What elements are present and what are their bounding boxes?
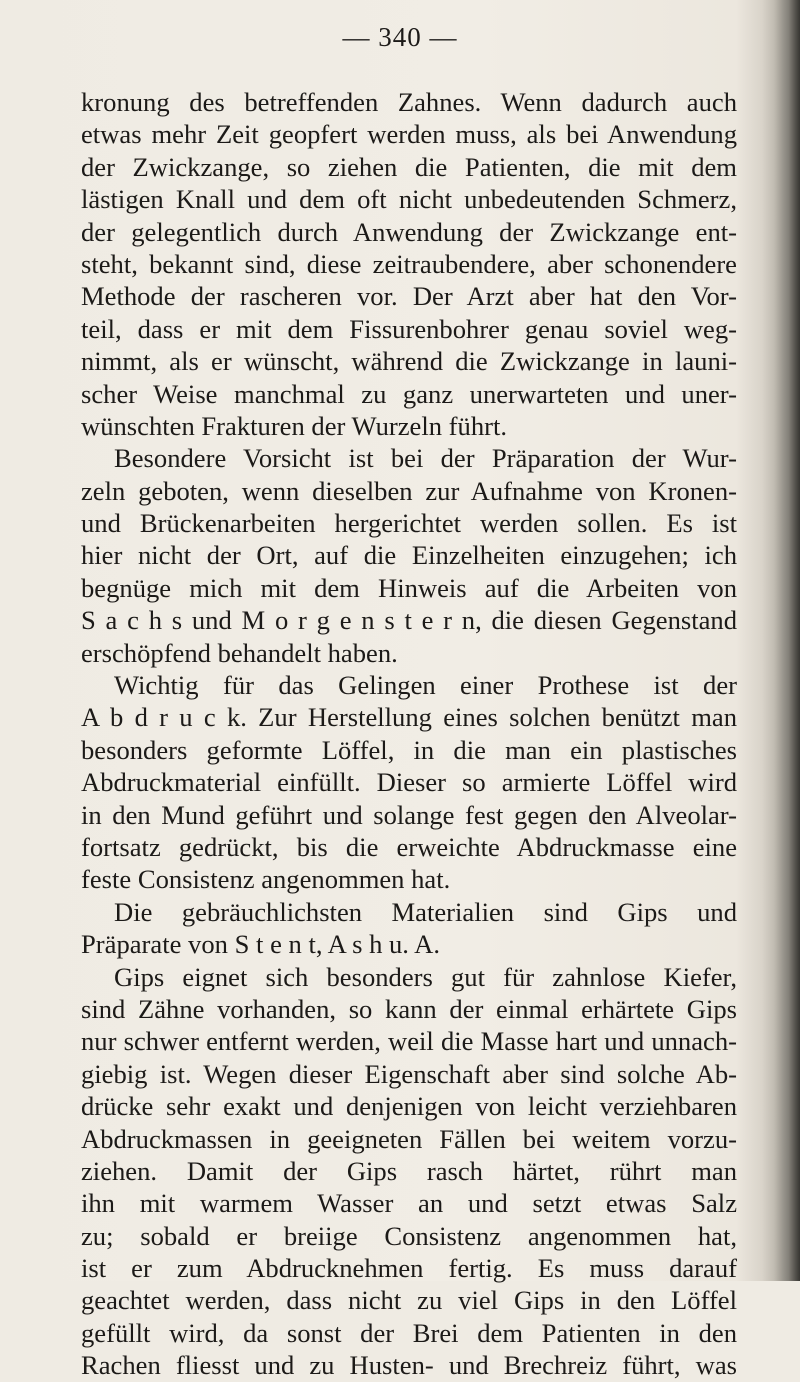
text-line: Rachen fliesst und zu Husten- und Brechreiz führt, was	[81, 1350, 737, 1381]
text-line: giebig ist. Wegen dieser Eigenschaft aber sind solche Ab-	[81, 1058, 737, 1089]
text-line: der Zwickzange, so ziehen die Patienten, die mit dem	[81, 151, 737, 182]
binding-shadow	[762, 0, 800, 1281]
page-number: — 340 —	[342, 22, 458, 52]
text-line: ist er zum Abdrucknehmen fertig. Es muss darauf	[81, 1253, 737, 1284]
text-line: S a c h s und M o r g e n s t e r n, die diesen Gegenstand	[81, 605, 737, 636]
text-line: scher Weise manchmal zu ganz unerwarteten und uner-	[81, 378, 737, 409]
text-line: in den Mund geführt und solange fest gegen den Alveolar-	[81, 799, 737, 830]
text-line: nur schwer entfernt werden, weil die Masse hart und unnach-	[81, 1026, 737, 1057]
text-line: und Brückenarbeiten hergerichtet werden sollen. Es ist	[81, 508, 737, 539]
text-line: erschöpfend behandelt haben.	[81, 637, 398, 668]
text-line: lästigen Knall und dem oft nicht unbedeutenden Schmerz,	[81, 184, 737, 215]
text-line: drücke sehr exakt und denjenigen von leicht verziehbaren	[81, 1091, 737, 1122]
paragraph-2	[81, 442, 737, 669]
text-line: Gips eignet sich besonders gut für zahnlose Kiefer,	[114, 961, 737, 992]
text-line: sind Zähne vorhanden, so kann der einmal erhärtete Gips	[81, 993, 737, 1024]
text-line: Wichtig für das Gelingen einer Prothese ist der	[114, 670, 737, 701]
text-line: zeln geboten, wenn dieselben zur Aufnahme von Kronen-	[81, 475, 737, 506]
text-line: gefüllt wird, da sonst der Brei dem Patienten in den	[81, 1317, 737, 1348]
text-line: Besondere Vorsicht ist bei der Präparation der Wur-	[114, 443, 737, 474]
text-line: steht, bekannt sind, diese zeitraubendere, aber schonendere	[81, 248, 737, 279]
text-line: teil, dass er mit dem Fissurenbohrer genau soviel weg-	[81, 313, 737, 344]
text-line: Die gebräuchlichsten Materialien sind Gips und	[114, 896, 737, 927]
paragraph-3	[81, 669, 737, 896]
text-line: A b d r u c k. Zur Herstellung eines solchen benützt man	[81, 702, 737, 733]
text-line: Methode der rascheren vor. Der Arzt aber hat den Vor-	[81, 281, 737, 312]
paragraph-4	[81, 896, 737, 961]
text-line: Präparate von S t e n t, A s h u. A.	[81, 929, 440, 960]
text-line: fortsatz gedrückt, bis die erweichte Abdruckmasse eine	[81, 831, 737, 862]
text-line: kronung des betreffenden Zahnes. Wenn dadurch auch	[81, 87, 737, 117]
text-line: etwas mehr Zeit geopfert werden muss, als bei Anwendung	[81, 119, 737, 150]
text-line: der gelegentlich durch Anwendung der Zwickzange ent-	[81, 216, 737, 247]
text-line: ziehen. Damit der Gips rasch härtet, rührt man	[81, 1155, 737, 1186]
text-line: besonders geformte Löffel, in die man ein plastisches	[81, 734, 737, 765]
text-line: begnüge mich mit dem Hinweis auf die Arbeiten von	[81, 572, 737, 603]
text-line: ihn mit warmem Wasser an und setzt etwas Salz	[81, 1188, 737, 1219]
text-line: Abdruckmaterial einfüllt. Dieser so armierte Löffel wird	[81, 767, 737, 798]
text-line: Abdruckmassen in geeigneten Fällen bei weitem vorzu-	[81, 1123, 737, 1154]
text-line: wünschten Frakturen der Wurzeln führt.	[81, 410, 508, 441]
paragraph-1	[81, 86, 737, 442]
text-line: geachtet werden, dass nicht zu viel Gips in den Löffel	[81, 1285, 737, 1316]
paragraph-5	[81, 961, 737, 1382]
text-line: nimmt, als er wünscht, während die Zwickzange in launi-	[81, 346, 737, 377]
text-line: feste Consistenz angenommen hat.	[81, 864, 451, 895]
text-line: zu; sobald er breiige Consistenz angenommen hat,	[81, 1220, 737, 1251]
body-text	[81, 86, 737, 1382]
text-line: hier nicht der Ort, auf die Einzelheiten einzugehen; ich	[81, 540, 737, 571]
